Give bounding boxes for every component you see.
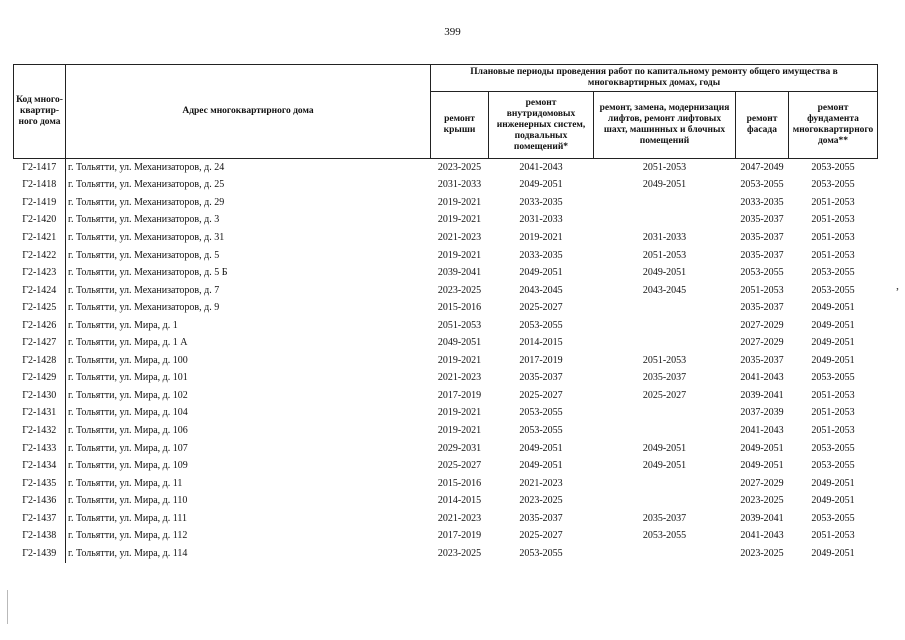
cell-foundation: 2051-2053 — [811, 231, 855, 243]
cell-facade: 2037-2039 — [740, 407, 784, 419]
cell-address: г. Тольятти, ул. Мира, д. 102 — [68, 389, 188, 401]
cell-address: г. Тольятти, ул. Мира, д. 104 — [68, 407, 188, 419]
cell-foundation: 2051-2053 — [811, 530, 855, 542]
cell-code: Г2-1432 — [14, 422, 66, 440]
cell-foundation: 2053-2055 — [811, 460, 855, 472]
cell-facade: 2033-2035 — [740, 196, 784, 208]
cell-roof: 2023-2025 — [437, 161, 482, 173]
cell-address: г. Тольятти, ул. Мира, д. 109 — [68, 460, 188, 472]
cell-foundation: 2051-2053 — [811, 389, 855, 401]
table-row — [14, 299, 878, 317]
table-row — [14, 527, 878, 545]
cell-elevators — [594, 475, 736, 493]
cell-engineering: 2033-2035 — [519, 249, 563, 261]
cell-code: Г2-1430 — [14, 387, 66, 405]
cell-foundation: 2053-2055 — [811, 442, 855, 454]
cell-code: Г2-1417 — [14, 159, 66, 177]
cell-foundation: 2049-2051 — [811, 319, 855, 331]
header-periods-group: Плановые периоды проведения работ по капитальному ремонту общего имущества в многоквартирных домах, годы — [431, 65, 878, 92]
cell-elevators — [594, 317, 736, 335]
cell-address: г. Тольятти, ул. Механизаторов, д. 25 — [68, 179, 225, 191]
cell-code: Г2-1424 — [14, 282, 66, 300]
page-number: 399 — [444, 26, 461, 38]
table-row — [14, 545, 878, 563]
table-row — [14, 247, 878, 265]
cell-elevators: 2049-2051 — [642, 442, 687, 454]
cell-elevators — [594, 545, 736, 563]
cell-address: г. Тольятти, ул. Мира, д. 100 — [68, 354, 188, 366]
table-row — [14, 264, 878, 282]
cell-facade: 2047-2049 — [740, 161, 784, 173]
cell-roof: 2021-2023 — [437, 372, 482, 384]
cell-elevators: 2035-2037 — [642, 372, 687, 384]
cell-address: г. Тольятти, ул. Мира, д. 11 — [68, 477, 183, 489]
cell-elevators — [594, 422, 736, 440]
cell-elevators: 2049-2051 — [642, 460, 687, 472]
table-row — [14, 334, 878, 352]
cell-facade: 2053-2055 — [740, 267, 784, 279]
cell-engineering: 2021-2023 — [519, 477, 563, 489]
cell-roof: 2019-2021 — [437, 354, 482, 366]
cell-foundation: 2053-2055 — [811, 161, 855, 173]
cell-address: г. Тольятти, ул. Механизаторов, д. 29 — [68, 196, 225, 208]
cell-facade: 2035-2037 — [740, 214, 784, 226]
cell-elevators — [594, 405, 736, 423]
table-row — [14, 440, 878, 458]
cell-engineering: 2025-2027 — [519, 302, 563, 314]
table-row — [14, 282, 878, 300]
table-row — [14, 317, 878, 335]
cell-elevators: 2051-2053 — [642, 161, 687, 173]
cell-foundation: 2049-2051 — [811, 354, 855, 366]
cell-engineering: 2023-2025 — [519, 495, 563, 507]
cell-facade: 2039-2041 — [740, 389, 784, 401]
table-row — [14, 229, 878, 247]
cell-facade: 2027-2029 — [740, 337, 784, 349]
cell-foundation: 2053-2055 — [811, 179, 855, 191]
cell-roof: 2019-2021 — [437, 407, 482, 419]
cell-foundation: 2051-2053 — [811, 407, 855, 419]
table-row — [14, 194, 878, 212]
cell-facade: 2041-2043 — [740, 372, 784, 384]
cell-code: Г2-1418 — [14, 177, 66, 195]
cell-address: г. Тольятти, ул. Механизаторов, д. 24 — [68, 161, 225, 173]
cell-roof: 2023-2025 — [437, 547, 482, 559]
cell-code: Г2-1436 — [14, 492, 66, 510]
cell-engineering: 2019-2021 — [519, 231, 563, 243]
cell-engineering: 2049-2051 — [519, 442, 563, 454]
cell-elevators: 2049-2051 — [642, 267, 687, 279]
cell-roof: 2025-2027 — [437, 460, 482, 472]
cell-facade: 2035-2037 — [740, 249, 784, 261]
cell-facade: 2051-2053 — [740, 284, 784, 296]
cell-elevators: 2051-2053 — [642, 249, 687, 261]
cell-foundation: 2049-2051 — [811, 337, 855, 349]
cell-engineering: 2053-2055 — [519, 547, 563, 559]
cell-engineering: 2035-2037 — [519, 372, 563, 384]
header-facade: ремонт фасада — [736, 92, 789, 159]
cell-engineering: 2035-2037 — [519, 512, 563, 524]
cell-foundation: 2051-2053 — [811, 214, 855, 226]
table-row — [14, 352, 878, 370]
cell-address: г. Тольятти, ул. Мира, д. 101 — [68, 372, 188, 384]
table-row — [14, 422, 878, 440]
cell-engineering: 2049-2051 — [519, 460, 563, 472]
cell-foundation: 2051-2053 — [811, 196, 855, 208]
header-code: Код много-квартир-ного дома — [14, 65, 66, 159]
cell-elevators: 2035-2037 — [642, 512, 687, 524]
cell-engineering: 2049-2051 — [519, 267, 563, 279]
cell-facade: 2035-2037 — [740, 302, 784, 314]
cell-engineering: 2025-2027 — [519, 530, 563, 542]
cell-elevators: 2025-2027 — [642, 389, 687, 401]
cell-roof: 2021-2023 — [437, 512, 482, 524]
cell-roof: 2023-2025 — [437, 284, 482, 296]
cell-code: Г2-1431 — [14, 405, 66, 423]
cell-foundation: 2049-2051 — [811, 547, 855, 559]
cell-foundation: 2049-2051 — [811, 477, 855, 489]
cell-foundation: 2053-2055 — [811, 372, 855, 384]
cell-foundation: 2053-2055 — [811, 512, 855, 524]
cell-code: Г2-1426 — [14, 317, 66, 335]
cell-roof: 2014-2015 — [437, 495, 482, 507]
cell-engineering: 2014-2015 — [519, 337, 563, 349]
edge-mark: , — [896, 278, 899, 292]
table-row — [14, 387, 878, 405]
cell-facade: 2041-2043 — [740, 530, 784, 542]
cell-address: г. Тольятти, ул. Мира, д. 1 — [68, 319, 178, 331]
cell-engineering: 2033-2035 — [519, 196, 563, 208]
table-row — [14, 457, 878, 475]
cell-roof: 2051-2053 — [437, 319, 482, 331]
cell-code: Г2-1437 — [14, 510, 66, 528]
cell-facade: 2035-2037 — [740, 231, 784, 243]
cell-facade: 2053-2055 — [740, 179, 784, 191]
cell-address: г. Тольятти, ул. Мира, д. 114 — [68, 547, 188, 559]
table-row — [14, 405, 878, 423]
cell-foundation: 2049-2051 — [811, 495, 855, 507]
header-address: Адрес многоквартирного дома — [66, 65, 431, 159]
cell-address: г. Тольятти, ул. Мира, д. 112 — [68, 530, 188, 542]
table-row — [14, 492, 878, 510]
table-row — [14, 212, 878, 230]
cell-address: г. Тольятти, ул. Мира, д. 110 — [68, 495, 188, 507]
cell-elevators — [594, 492, 736, 510]
cell-roof: 2017-2019 — [437, 530, 482, 542]
cell-roof: 2019-2021 — [437, 214, 482, 226]
cell-elevators — [594, 299, 736, 317]
cell-elevators: 2053-2055 — [642, 530, 687, 542]
cell-roof: 2019-2021 — [437, 424, 482, 436]
cell-roof: 2019-2021 — [437, 196, 482, 208]
cell-code: Г2-1433 — [14, 440, 66, 458]
cell-address: г. Тольятти, ул. Мира, д. 111 — [68, 512, 188, 524]
cell-facade: 2041-2043 — [740, 424, 784, 436]
cell-facade: 2023-2025 — [740, 547, 784, 559]
cell-address: г. Тольятти, ул. Механизаторов, д. 7 — [68, 284, 220, 296]
cell-engineering: 2043-2045 — [519, 284, 563, 296]
cell-roof: 2039-2041 — [437, 267, 482, 279]
cell-foundation: 2053-2055 — [811, 267, 855, 279]
cell-foundation: 2049-2051 — [811, 302, 855, 314]
cell-foundation: 2053-2055 — [811, 284, 855, 296]
cell-facade: 2049-2051 — [740, 442, 784, 454]
cell-roof: 2049-2051 — [437, 337, 482, 349]
cell-elevators — [594, 334, 736, 352]
cell-address: г. Тольятти, ул. Механизаторов, д. 3 — [68, 214, 220, 226]
cell-roof: 2015-2016 — [437, 302, 482, 314]
cell-code: Г2-1429 — [14, 370, 66, 388]
cell-elevators: 2049-2051 — [642, 179, 687, 191]
cell-address: г. Тольятти, ул. Мира, д. 107 — [68, 442, 188, 454]
scan-mark — [7, 590, 8, 624]
cell-code: Г2-1435 — [14, 475, 66, 493]
cell-facade: 2039-2041 — [740, 512, 784, 524]
cell-elevators — [594, 194, 736, 212]
cell-roof: 2029-2031 — [437, 442, 482, 454]
cell-foundation: 2051-2053 — [811, 424, 855, 436]
cell-address: г. Тольятти, ул. Механизаторов, д. 5 — [68, 249, 220, 261]
cell-roof: 2019-2021 — [437, 249, 482, 261]
cell-code: Г2-1423 — [14, 264, 66, 282]
header-elevators: ремонт, замена, модернизация лифтов, ремонт лифтовых шахт, машинных и блочных помещений — [594, 92, 736, 159]
header-roof: ремонт крыши — [431, 92, 489, 159]
header-foundation: ремонт фундамента многоквартирного дома** — [789, 92, 878, 159]
cell-code: Г2-1438 — [14, 527, 66, 545]
repair-schedule-table — [13, 64, 878, 563]
cell-address: г. Тольятти, ул. Механизаторов, д. 5 Б — [68, 267, 228, 279]
cell-engineering: 2041-2043 — [519, 161, 563, 173]
cell-code: Г2-1439 — [14, 545, 66, 563]
cell-engineering: 2017-2019 — [519, 354, 563, 366]
cell-facade: 2049-2051 — [740, 460, 784, 472]
cell-engineering: 2053-2055 — [519, 407, 563, 419]
table-row — [14, 177, 878, 195]
cell-code: Г2-1428 — [14, 352, 66, 370]
table-row — [14, 370, 878, 388]
cell-facade: 2027-2029 — [740, 319, 784, 331]
cell-elevators — [594, 212, 736, 230]
cell-roof: 2021-2023 — [437, 231, 482, 243]
table-body — [14, 159, 878, 563]
cell-elevators: 2043-2045 — [642, 284, 687, 296]
cell-facade: 2023-2025 — [740, 495, 784, 507]
cell-engineering: 2031-2033 — [519, 214, 563, 226]
cell-address: г. Тольятти, ул. Мира, д. 106 — [68, 424, 188, 436]
cell-code: Г2-1427 — [14, 334, 66, 352]
cell-code: Г2-1420 — [14, 212, 66, 230]
cell-address: г. Тольятти, ул. Механизаторов, д. 31 — [68, 231, 225, 243]
table-row — [14, 510, 878, 528]
cell-code: Г2-1422 — [14, 247, 66, 265]
cell-facade: 2035-2037 — [740, 354, 784, 366]
cell-code: Г2-1425 — [14, 299, 66, 317]
cell-address: г. Тольятти, ул. Мира, д. 1 А — [68, 337, 188, 349]
header-engineering: ремонт внутридомовых инженерных систем, подвальных помещений* — [489, 92, 594, 159]
cell-code: Г2-1434 — [14, 457, 66, 475]
cell-engineering: 2053-2055 — [519, 424, 563, 436]
cell-engineering: 2049-2051 — [519, 179, 563, 191]
cell-elevators: 2031-2033 — [642, 231, 687, 243]
cell-roof: 2015-2016 — [437, 477, 482, 489]
cell-code: Г2-1419 — [14, 194, 66, 212]
cell-roof: 2017-2019 — [437, 389, 482, 401]
cell-facade: 2027-2029 — [740, 477, 784, 489]
cell-engineering: 2025-2027 — [519, 389, 563, 401]
table-row — [14, 159, 878, 177]
cell-code: Г2-1421 — [14, 229, 66, 247]
cell-foundation: 2051-2053 — [811, 249, 855, 261]
cell-engineering: 2053-2055 — [519, 319, 563, 331]
cell-roof: 2031-2033 — [437, 179, 482, 191]
cell-elevators: 2051-2053 — [642, 354, 687, 366]
cell-address: г. Тольятти, ул. Механизаторов, д. 9 — [68, 302, 220, 314]
table-row — [14, 475, 878, 493]
